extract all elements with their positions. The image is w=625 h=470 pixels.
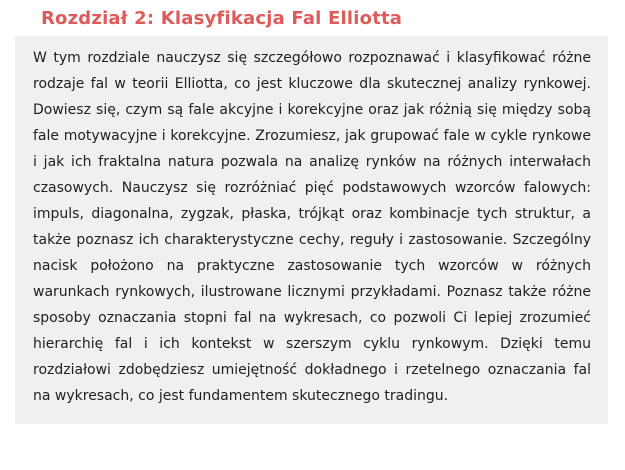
chapter-title: Rozdział 2: Klasyfikacja Fal Elliotta bbox=[41, 8, 403, 29]
chapter-content bbox=[15, 0, 608, 424]
chapter-summary-text: W tym rozdziale nauczysz się szczegółowo rozpoznawać i klasyfikować różne rodzaje fal w teorii Elliotta, co jest kluczowe dla skutecznej analizy rynkowej. Dowiesz się, czym są fale akcyjne i korekcyjne oraz jak różnią się między sobą fale motywacyjne i korekcyjne. Zrozumiesz, jak grupować fale w cykle rynkowe i jak ich fraktalna natura pozwala na analizę rynków na różnych interwałach czasowych. Nauczysz się rozróżniać pięć podstawowych wzorców falowych: impuls, diagonalna, zygzak, płaska, trójkąt oraz kombinacje tych struktur, a także poznasz ich charakterystyczne cechy, reguły i zastosowanie. Szczególny nacisk położono na praktyczne zastosowanie tych wzorców w różnych warunkach rynkowych, ilustrowane licznymi przykładami. Poznasz także różne sposoby oznaczania stopni fal na wykresach, co pozwoli Ci lepiej zrozumieć hierarchię fal i ich kontekst w szerszym cyklu rynkowym. Dzięki temu rozdziałowi zdobędziesz umiejętność dokładnego i rzetelnego oznaczania fal na wykresach, co jest fundamentem skutecznego tradingu. bbox=[33, 50, 591, 404]
chapter-summary-box bbox=[15, 36, 608, 424]
